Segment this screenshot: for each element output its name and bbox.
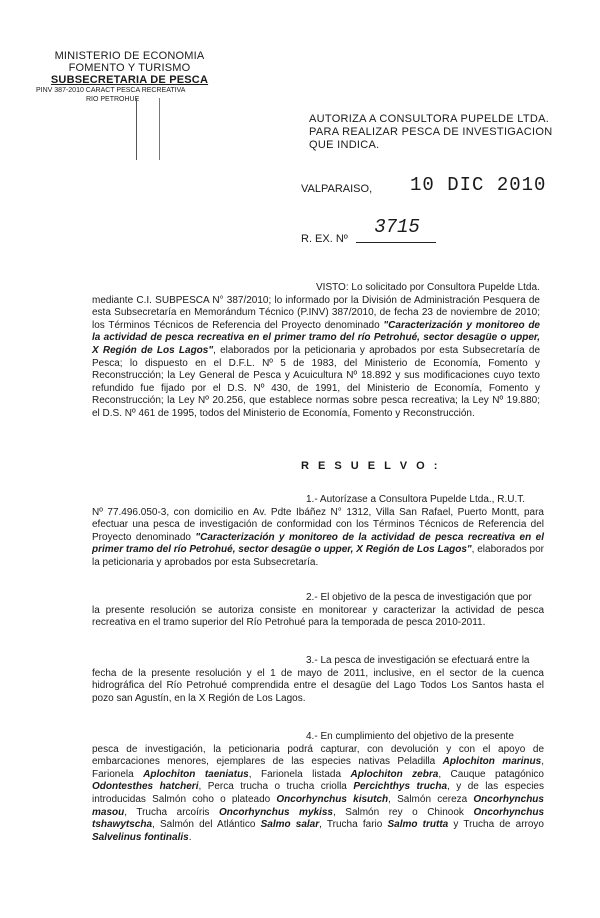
resolution-number: 3715 xyxy=(374,216,420,238)
visto-text-end: , elaborados por la peticionaria y aprobados por esta Subsecretaría de Pesca; lo dispuesto en el D.F.L. Nº 5 de 1983, del Ministerio de Economía, Fomento y Reconstrucción; la Ley General de Pesca y Acuicultura Nº 18.892 y sus modificaciones cuyo texto refundido fue fijado por el D.S. Nº 430, de 1991, del Ministerio de Economía, Fomento y Reconstrucción; la Ley Nº 20.256, que establece normas sobre pesca recreativa; la Ley Nº 19.880; el D.S. Nº 461 de 1995, todos del Ministerio de Economía, Fomento y Reconstrucción. xyxy=(92,344,541,419)
item-4-text: pesca de investigación, la peticionaria podrá capturar, con devolución y con el apoyo de embarcaciones menores, ejemplares de las especies nativas Peladilla xyxy=(92,743,544,768)
subject-line: PARA REALIZAR PESCA DE INVESTIGACION xyxy=(309,126,553,138)
species-name: Aplochiton marinus xyxy=(442,756,542,768)
subject-line: QUE INDICA. xyxy=(309,139,380,151)
letterhead xyxy=(36,50,217,104)
project-title: "Caracterización y monitoreo de la actividad de pesca recreativa en el primer tramo del río Petrohué, sector desagüe o upper, X Región de Los Lagos" xyxy=(92,319,540,356)
item-4-text: , Trucha arcoíris xyxy=(124,806,219,818)
item-4-text: y Trucha de arroyo xyxy=(448,819,544,831)
resolution-item-4 xyxy=(92,731,544,844)
species-name: Oncorhynchus kisutch xyxy=(276,793,389,805)
item-4-text: , Salmón cereza xyxy=(388,793,474,805)
item-4-first-line: 4.- En cumplimiento del objetivo de la presente xyxy=(306,731,514,742)
species-name: Oncorhynchus masou xyxy=(92,793,544,818)
item-1-project-title: "Caracterización y monitoreo de la actividad de pesca recreativa en el primer tramo del río Petrohué, sector desagüe o upper, X Región de Los Lagos" xyxy=(92,531,544,556)
item-4-text: , y de las especies introducidas Salmón coho o plateado xyxy=(92,781,544,805)
file-reference: PINV 387-2010 CARACT PESCA RECREATIVA xyxy=(36,87,186,94)
item-1-text: Nº 77.496.050-3, con domicilio en Av. Pdte Ibáñez N° 1312, Villa San Rafael, Puerto Montt, para efectuar una pesca de investigación de conformidad con los Términos Técnicos de Referencia del Proyecto denominado xyxy=(92,506,544,543)
resolution-item-1 xyxy=(92,494,544,570)
species-name: Oncorhynchus tshawytscha xyxy=(92,806,545,831)
item-4-text: , Perca trucha o trucha criolla xyxy=(198,781,354,793)
item-3-text: fecha de la presente resolución y el 1 de mayo de 2011, inclusive, en el sector de la cuenca hidrográfica del Río Petrohué comprendida entre el desagüe del Lago Todos Los Santos hasta el pozo san Agustín, en la X Región de Los Lagos. xyxy=(92,667,544,704)
subject-line: AUTORIZA A CONSULTORA PUPELDE LTDA. xyxy=(309,113,550,125)
item-4-text: , Farionela xyxy=(92,756,544,780)
ministry-subtitle: FOMENTO Y TURISMO xyxy=(68,62,191,74)
item-4-text-end: . xyxy=(188,831,192,843)
item-4-text: , Farionela listada xyxy=(248,768,351,780)
species-name: Odontesthes hatcheri xyxy=(92,781,199,793)
resolution-item-2 xyxy=(92,592,544,630)
visto-heading: VISTO: Lo solicitado por Consultora Pupelde Ltda. xyxy=(316,282,540,293)
item-4-text: , Salmón del Atlántico xyxy=(152,819,261,831)
item-2-first-line: 2.- El objetivo de la pesca de investigación que por xyxy=(306,592,532,603)
ministry-name: MINISTERIO DE ECONOMIA xyxy=(54,50,205,62)
item-4-text: , Trucha fario xyxy=(319,819,388,831)
species-name: Salvelinus fontinalis xyxy=(92,831,189,843)
place-label: VALPARAISO, xyxy=(301,183,373,195)
resolution-item-3 xyxy=(92,655,544,705)
subject-block xyxy=(309,113,569,152)
visto-section xyxy=(92,282,540,421)
species-name: Salmo salar xyxy=(260,819,320,831)
resuelvo-heading: R E S U E L V O : xyxy=(301,460,441,472)
stamped-date: 10 DIC 2010 xyxy=(410,174,547,196)
item-4-text: , Salmón rey o Chinook xyxy=(332,806,474,818)
undersecretariat-name: SUBSECRETARIA DE PESCA xyxy=(50,74,209,86)
species-name: Aplochiton zebra xyxy=(350,768,439,780)
species-name: Oncorhynchus mykiss xyxy=(218,806,333,818)
file-reference-location: RIO PETROHUE xyxy=(86,96,140,103)
item-4-text: , Cauque patagónico xyxy=(438,768,544,780)
item-2-text: la presente resolución se autoriza consiste en monitorear y caracterizar la actividad de pesca recreativa en el tramo superior del Río Petrohué para la temporada de pesca 2010-2011. xyxy=(92,604,544,629)
initials-stamp xyxy=(136,98,160,160)
species-name: Aplochiton taeniatus xyxy=(143,768,249,780)
item-3-first-line: 3.- La pesca de investigación se efectuará entre la xyxy=(306,655,530,666)
species-name: Percichthys trucha xyxy=(353,781,448,793)
visto-text: mediante C.I. SUBPESCA N° 387/2010; lo informado por la División de Administración Pesquera de esta Subsecretaría en Memorándum Técnico (P.INV) 387/2010, de fecha 23 de noviembre de 2010; los Términos Técnicos de Referencia del Proyecto denominado xyxy=(92,294,540,331)
species-name: Salmo trutta xyxy=(387,819,449,831)
resolution-number-underline xyxy=(356,242,436,243)
item-1-text-end: , elaborados por la peticionaria y aprobados por esta Subsecretaría. xyxy=(92,544,544,568)
item-1-first-line: 1.- Autorízase a Consultora Pupelde Ltda., R.U.T. xyxy=(306,494,526,505)
resolution-number-label: R. EX. Nº xyxy=(301,233,348,245)
